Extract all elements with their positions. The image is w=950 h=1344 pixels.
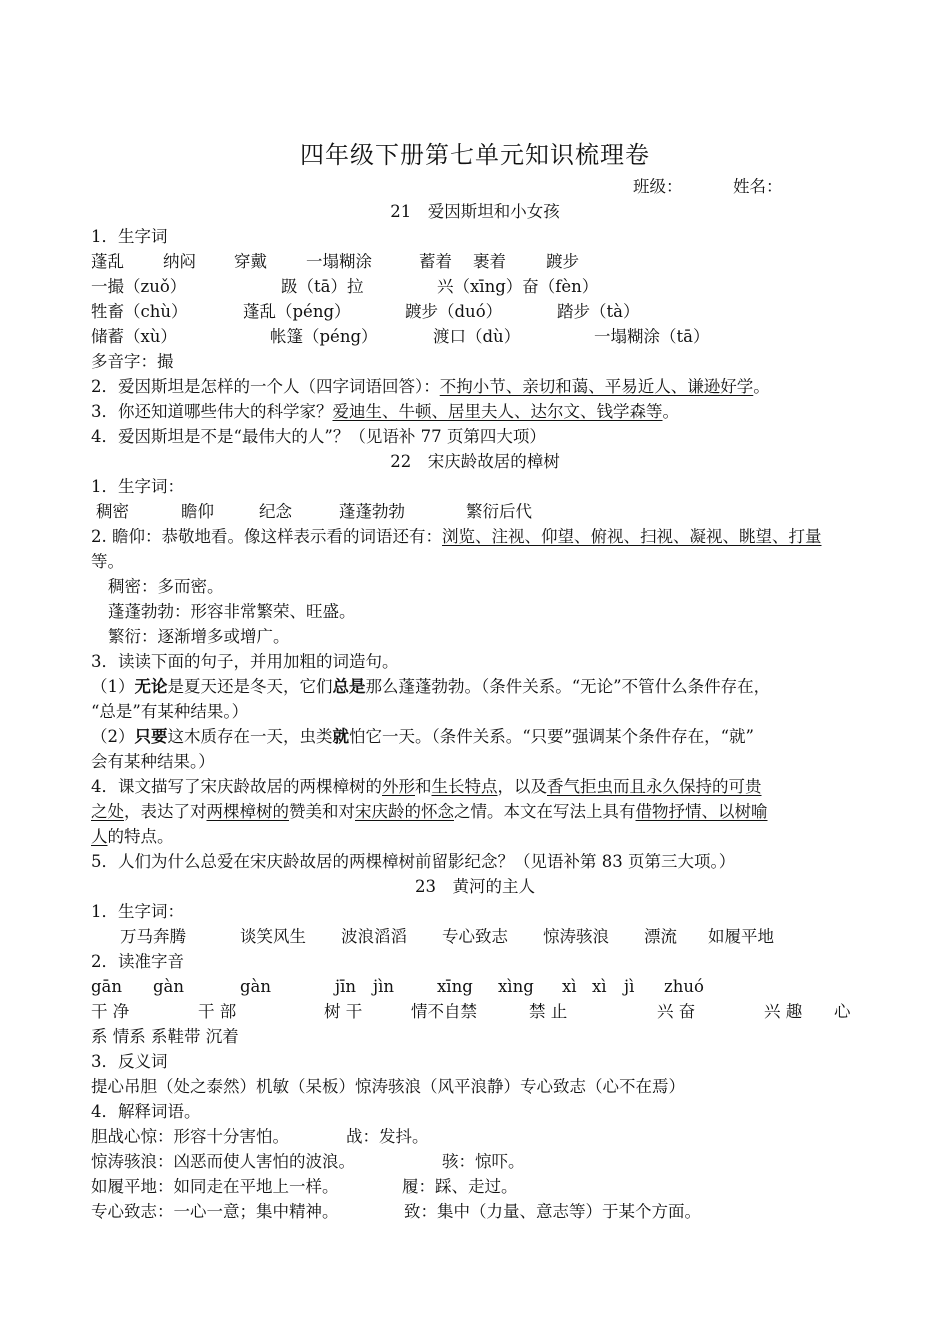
- lesson-22-heading: 22 宋庆龄故居的樟树: [390, 452, 560, 471]
- word: 纳闷: [163, 252, 196, 271]
- pinyin: jì: [624, 977, 635, 996]
- explanation: 胆战心惊：形容十分害怕。: [91, 1127, 289, 1146]
- word: 穿戴: [234, 252, 267, 271]
- name-label: 姓名：: [733, 177, 783, 196]
- sentence-1: （1）无论是夏天还是冬天，它们总是那么蓬蓬勃勃。（条件关系。“无论”不管什么条件存在，: [91, 677, 771, 696]
- l22-q3: 3．读读下面的句子，并用加粗的词造句。: [91, 652, 399, 671]
- pinyin: xì: [562, 977, 577, 996]
- word: 一撮（zuǒ）: [91, 277, 187, 296]
- l23-q2: 2．读准字音: [91, 952, 184, 971]
- l22-q4-line2: 之处，表达了对两棵樟树的赞美和对宋庆龄的怀念之情。本文在写法上具有借物抒情、以树喻: [91, 802, 768, 821]
- word: 稠密: [96, 502, 129, 521]
- explanation: 如履平地：如同走在平地上一样。: [91, 1177, 339, 1196]
- word: 踱步: [546, 252, 579, 271]
- word: 裹着: [473, 252, 506, 271]
- explanation-char: 履：踩、走过。: [402, 1177, 518, 1196]
- l22-q4-line1: 4．课文描写了宋庆龄故居的两棵樟树的外形和生长特点，以及香气拒虫而且永久保持的可贵: [91, 777, 762, 796]
- word: 蓬乱（péng）: [243, 302, 351, 321]
- explanation-char: 战：发抖。: [346, 1127, 429, 1146]
- word: 蓬蓬勃勃: [339, 502, 405, 521]
- l23-q1: 1．生字词：: [91, 902, 184, 921]
- pinyin: xìng: [498, 977, 534, 996]
- word: 纪念: [259, 502, 292, 521]
- word: 波浪滔滔: [341, 927, 407, 946]
- word: 踏步（tà）: [557, 302, 640, 321]
- word: 渡口（dù）: [433, 327, 521, 346]
- word: 谈笑风生: [240, 927, 306, 946]
- l22-q2: 2. 瞻仰：恭敬地看。像这样表示看的词语还有：浏览、注视、仰望、俯视、扫视、凝视、眺望、打量: [91, 527, 822, 546]
- word: 蓄着: [419, 252, 452, 271]
- word: 趿（tā）拉: [281, 277, 364, 296]
- word: 帐篷（péng）: [270, 327, 378, 346]
- l23-q3: 3．反义词: [91, 1052, 168, 1071]
- word: 蓬乱: [91, 252, 124, 271]
- pinyin: xīng: [437, 977, 473, 996]
- word: 一塌糊涂（tā）: [594, 327, 710, 346]
- l21-q3: 3．你还知道哪些伟大的科学家？爱迪生、牛顿、居里夫人、达尔文、钱学森等。: [91, 402, 679, 421]
- word: 惊涛骇浪: [543, 927, 609, 946]
- pinyin: gàn: [240, 977, 272, 996]
- antonyms: 提心吊胆（处之泰然）机敏（呆板）惊涛骇浪（风平浪静）专心致志（心不在焉）: [91, 1077, 685, 1096]
- word: 兴（xīng）奋（fèn）: [437, 277, 599, 296]
- l22-q5: 5．人们为什么总爱在宋庆龄故居的两棵樟树前留影纪念？（见语补第 83 页第三大项。）: [91, 852, 736, 871]
- l21-q1: 1．生字词: [91, 227, 168, 246]
- char-word: 兴 趣: [764, 1002, 803, 1021]
- char-word-cont: 系 情系 系鞋带 沉着: [91, 1027, 239, 1046]
- pinyin: gān: [91, 977, 123, 996]
- word: 牲畜（chù）: [91, 302, 188, 321]
- char-word: 情不自禁: [411, 1002, 477, 1021]
- char-word: 树 干: [324, 1002, 363, 1021]
- word: 踱步（duó）: [405, 302, 503, 321]
- pinyin: jìn: [373, 977, 395, 996]
- definition: 繁衍：逐渐增多或增广。: [108, 627, 290, 646]
- char-word: 干 部: [198, 1002, 237, 1021]
- sentence-2-cont: 会有某种结果。）: [91, 752, 215, 771]
- char-word: 兴 奋: [657, 1002, 696, 1021]
- word: 繁衍后代: [466, 502, 532, 521]
- word: 漂流: [644, 927, 677, 946]
- explanation: 专心致志：一心一意；集中精神。: [91, 1202, 339, 1221]
- definition: 稠密：多而密。: [108, 577, 224, 596]
- l22-q4-line3: 人的特点。: [91, 827, 174, 846]
- polyphone-note: 多音字：撮: [91, 352, 174, 371]
- class-label: 班级：: [633, 177, 683, 196]
- pinyin: gàn: [153, 977, 185, 996]
- word: 瞻仰: [181, 502, 214, 521]
- pinyin: xì: [592, 977, 607, 996]
- sentence-1-cont: “总是”有某种结果。）: [91, 702, 249, 721]
- pinyin: zhuó: [664, 977, 704, 996]
- pinyin: jīn: [335, 977, 357, 996]
- l23-q4: 4．解释词语。: [91, 1102, 201, 1121]
- word: 如履平地: [708, 927, 774, 946]
- page-title: 四年级下册第七单元知识梳理卷: [300, 141, 650, 169]
- word: 专心致志: [442, 927, 508, 946]
- sentence-2: （2）只要这木质存在一天，虫类就怕它一天。（条件关系。“只要”强调某个条件存在，“就”: [91, 727, 754, 746]
- l22-q1: 1．生字词：: [91, 477, 184, 496]
- lesson-23-heading: 23 黄河的主人: [415, 877, 535, 896]
- char-word: 禁 止: [529, 1002, 568, 1021]
- explanation: 惊涛骇浪：凶恶而使人害怕的波浪。: [91, 1152, 355, 1171]
- l22-q2-end: 等。: [91, 552, 124, 571]
- word: 一塌糊涂: [306, 252, 372, 271]
- word: 储蓄（xù）: [91, 327, 177, 346]
- l21-q4: 4．爱因斯坦是不是“最伟大的人”？（见语补 77 页第四大项）: [91, 427, 546, 446]
- word: 万马奔腾: [120, 927, 186, 946]
- explanation-char: 致：集中（力量、意志等）于某个方面。: [404, 1202, 701, 1221]
- char-word: 心: [834, 1002, 851, 1021]
- lesson-21-heading: 21 爱因斯坦和小女孩: [390, 202, 560, 221]
- explanation-char: 骇：惊吓。: [442, 1152, 525, 1171]
- definition: 蓬蓬勃勃：形容非常繁荣、旺盛。: [108, 602, 356, 621]
- char-word: 干 净: [91, 1002, 130, 1021]
- l21-q2: 2．爱因斯坦是怎样的一个人（四字词语回答）：不拘小节、亲切和蔼、平易近人、谦逊好学。: [91, 377, 770, 396]
